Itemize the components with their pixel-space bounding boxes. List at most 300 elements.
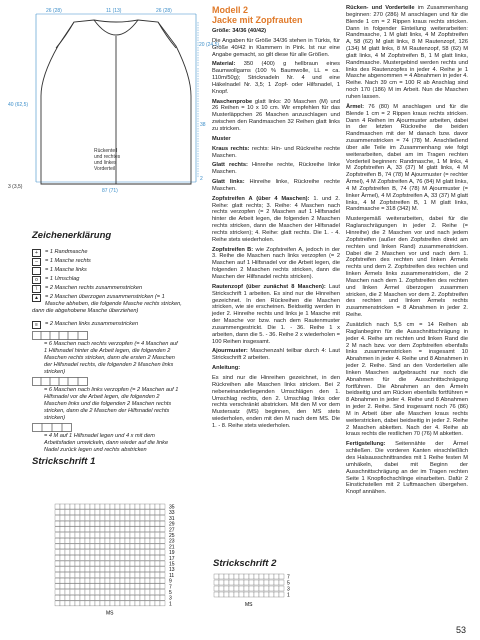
- paragraph-heading: Kraus rechts:: [212, 145, 250, 152]
- chart-cell: [150, 521, 155, 526]
- chart-cell: [80, 544, 85, 549]
- chart-cell: [55, 567, 60, 572]
- edge-stitch-icon: +: [32, 249, 41, 257]
- chart-cell: [100, 572, 105, 577]
- chart-cell: [105, 578, 110, 583]
- chart-cell: [269, 580, 274, 585]
- chart-cell: [160, 533, 165, 538]
- model-title-line2: Jacke mit Zopfrauten: [212, 15, 303, 25]
- chart-cell: [160, 578, 165, 583]
- chart-cell: [55, 521, 60, 526]
- chart-cell: [150, 578, 155, 583]
- chart-cell: [65, 510, 70, 515]
- chart-cell: [95, 595, 100, 600]
- chart-cell: [160, 521, 165, 526]
- chart-cell: [244, 580, 249, 585]
- chart-cell: [160, 550, 165, 555]
- chart-cell: [269, 574, 274, 579]
- chart-cell: [125, 578, 130, 583]
- chart-cell: [254, 580, 259, 585]
- chart-cell: [135, 601, 140, 606]
- paragraph-heading: Muster: [212, 135, 231, 142]
- chart-cell: [135, 555, 140, 560]
- chart-cell: [55, 550, 60, 555]
- chart-cell: [95, 584, 100, 589]
- paragraph-heading: Rautenzopf (über zunächst 8 Maschen):: [212, 283, 326, 290]
- paragraph-text: Hinreihe rechte, Rückreihe linke Maschen.: [212, 162, 340, 176]
- chart-cell: [135, 567, 140, 572]
- chart-cell: [145, 555, 150, 560]
- chart-cell: [125, 601, 130, 606]
- paragraph-text: 1. und 2. Reihe: glatt rechts; 3. Reihe: 4 Maschen nach rechts verzopfen (= 2 Maschen auf 1 Hilfsnadel hinter die Arbeit legen, die folgenden 2 Maschen rechts stricken, dann die Maschen der Hilfsnadel rechts stricken); 4. Reihe: glatt rechts. Die 1. - 4. Reihe stets wiederholen.: [212, 195, 341, 243]
- row-number: 17: [169, 555, 175, 562]
- row-number: 1: [287, 592, 290, 599]
- chart-cell: [135, 521, 140, 526]
- chart-cell: [55, 561, 60, 566]
- paragraph: [212, 136, 340, 143]
- chart-cell: [145, 567, 150, 572]
- chart-cell: [214, 586, 219, 591]
- chart-cell: [65, 504, 70, 509]
- paragraph: [212, 146, 340, 160]
- chart-cell: [160, 510, 165, 515]
- chart-cell: [135, 533, 140, 538]
- chart-cell: [125, 544, 130, 549]
- paragraph-text: glatt links: 20 Maschen (M) und 26 Reihen = 10 x 10 cm. Wir empfehlen für das Musterläppchen 26 Maschen anzuschlagen und zwischen den Randmaschen 32 Reihen glatt links zu stricken.: [212, 98, 340, 132]
- chart-cell: [150, 527, 155, 532]
- chart-cell: [80, 538, 85, 543]
- knit-stitch-icon: –: [32, 258, 41, 266]
- chart-cell: [120, 561, 125, 566]
- schematic-center-label-4: Vorderteil: [94, 166, 116, 172]
- chart-cell: [80, 601, 85, 606]
- paragraph-text: Hinreihe linke, Rückreihe rechte Maschen.: [212, 179, 340, 192]
- chart-cell: [65, 601, 70, 606]
- chart-cell: [244, 574, 249, 579]
- chart-cell: [120, 578, 125, 583]
- chart-cell: [105, 567, 110, 572]
- chart-cell: [65, 590, 70, 595]
- row-number: 11: [169, 572, 175, 579]
- chart-cell: [85, 510, 90, 515]
- chart-cell: [80, 527, 85, 532]
- chart-cell: [269, 592, 274, 597]
- chart-cell: [100, 538, 105, 543]
- chart-cell: [120, 567, 125, 572]
- chart-cell: [55, 504, 60, 509]
- paragraph-heading: Anleitung:: [212, 365, 241, 372]
- chart-cell: [65, 515, 70, 520]
- chart-cell: [219, 574, 224, 579]
- chart-cell: [155, 527, 160, 532]
- chart-cell: [214, 574, 219, 579]
- paragraph-text: Es sind nur die Hinreihen gezeichnet, in den Rückreihen alle Maschen links stricken. Bei 2 nebeneinanderliegenden Umschlägen den 1. Umschlag rechts, den 2. Umschlag links oder rechts verschränkt abstricken. Mit den M vor dem Mustersatz (MS) beginnen, den MS stets wiederholen, enden mit den M nach dem MS. Die 1. - 8. Reihe stets wiederholen.: [212, 374, 340, 429]
- chart-cell: [259, 580, 264, 585]
- chart-cell: [90, 521, 95, 526]
- row-number: 19: [169, 550, 175, 557]
- chart-cell: [80, 561, 85, 566]
- legend-item: ▲ = 2 Maschen überzogen zusammenstricken (= 1 Masche abheben, die folgende Masche rechts stricken, dann die abgehobene Masche überziehen): [32, 294, 182, 314]
- chart-cell: [100, 595, 105, 600]
- schematic-center-label-3: und linkes: [94, 160, 117, 166]
- chart-cell: [120, 515, 125, 520]
- paragraph-heading: Rücken- und Vorderteile: [346, 5, 415, 11]
- chart-cell: [135, 584, 140, 589]
- chart-cell: [125, 561, 130, 566]
- chart-cell: [160, 572, 165, 577]
- chart-cell: [110, 567, 115, 572]
- chart-cell: [90, 584, 95, 589]
- chart-cell: [130, 561, 135, 566]
- paragraph: [346, 322, 468, 438]
- chart-cell: [85, 595, 90, 600]
- model-title: [212, 5, 303, 25]
- chart-cell: [70, 584, 75, 589]
- chart-cell: [100, 544, 105, 549]
- chart-cell: [75, 590, 80, 595]
- chart-cell: [85, 561, 90, 566]
- chart-cell: [145, 584, 150, 589]
- chart-cell: [105, 590, 110, 595]
- chart-cell: [75, 550, 80, 555]
- chart-cell: [80, 584, 85, 589]
- chart-cell: [105, 515, 110, 520]
- chart-cell: [70, 521, 75, 526]
- chart-cell: [90, 544, 95, 549]
- chart-cell: [125, 533, 130, 538]
- legend-title: Zeichenerklärung: [32, 230, 112, 241]
- chart-cell: [130, 521, 135, 526]
- chart-cell: [85, 550, 90, 555]
- cable-right-icon: [32, 331, 88, 340]
- chart-cell: [249, 586, 254, 591]
- chart-cell: [60, 527, 65, 532]
- chart-cell: [65, 555, 70, 560]
- chart-cell: [155, 601, 160, 606]
- chart-cell: [60, 538, 65, 543]
- chart-cell: [115, 521, 120, 526]
- paragraph-heading: Glatt links:: [212, 179, 245, 186]
- chart-cell: [214, 592, 219, 597]
- chart-cell: [65, 533, 70, 538]
- chart-cell: [105, 555, 110, 560]
- chart-cell: [95, 544, 100, 549]
- chart-cell: [100, 510, 105, 515]
- chart-cell: [140, 527, 145, 532]
- legend-item: ≡ = 2 Maschen links zusammenstricken: [32, 321, 138, 329]
- chart-cell: [80, 550, 85, 555]
- chart-cell: [90, 572, 95, 577]
- chart-cell: [125, 567, 130, 572]
- row-number: 5: [287, 580, 290, 587]
- stitch-chart-2: [212, 572, 298, 616]
- chart-cell: [95, 572, 100, 577]
- chart-cell: [155, 510, 160, 515]
- chart-cell: [110, 555, 115, 560]
- chart-cell: [130, 595, 135, 600]
- chart-cell: [135, 527, 140, 532]
- chart-cell: [150, 595, 155, 600]
- paragraph-text: wie Zopfstreifen A, jedoch in der 3. Reihe die Maschen nach links verzopfen (= 2 Maschen auf 1 Hilfsnadel vor die Arbeit legen, die folgenden 2 Maschen rechts stricken, dann die Maschen der Hilfsnadel rechts stricken).: [212, 246, 340, 280]
- chart-cell: [150, 561, 155, 566]
- chart-cell: [80, 567, 85, 572]
- chart-cell: [70, 550, 75, 555]
- schematic-center-label-1: Rückenteil: [94, 148, 118, 154]
- chart-cell: [80, 590, 85, 595]
- row-number: 7: [287, 574, 290, 581]
- chart-cell: [150, 590, 155, 595]
- chart-cell: [160, 515, 165, 520]
- chart-cell: [70, 601, 75, 606]
- chart-cell: [274, 574, 279, 579]
- chart-cell: [234, 580, 239, 585]
- chart-cell: [125, 521, 130, 526]
- chart-cell: [80, 578, 85, 583]
- chart-cell: [105, 538, 110, 543]
- chart-cell: [110, 601, 115, 606]
- chart-cell: [95, 567, 100, 572]
- chart-cell: [155, 521, 160, 526]
- chart-cell: [150, 550, 155, 555]
- chart-cell: [249, 574, 254, 579]
- chart-cell: [60, 572, 65, 577]
- chart-cell: [239, 592, 244, 597]
- row-number: 15: [169, 561, 175, 568]
- chart-cell: [120, 595, 125, 600]
- chart-cell: [55, 538, 60, 543]
- chart-cell: [115, 510, 120, 515]
- chart-cell: [85, 533, 90, 538]
- chart-cell: [55, 572, 60, 577]
- chart-cell: [150, 538, 155, 543]
- chart-cell: [100, 578, 105, 583]
- chart-cell: [130, 510, 135, 515]
- row-number: 29: [169, 521, 175, 528]
- row-number: 23: [169, 538, 175, 545]
- chart-cell: [140, 572, 145, 577]
- chart-cell: [254, 574, 259, 579]
- chart-cell: [65, 538, 70, 543]
- chart-cell: [160, 527, 165, 532]
- chart-cell: [75, 515, 80, 520]
- chart-cell: [229, 586, 234, 591]
- chart-cell: [274, 580, 279, 585]
- chart-cell: [70, 544, 75, 549]
- chart-cell: [55, 595, 60, 600]
- schematic-center-label-2: und rechtes: [94, 154, 121, 160]
- instructions-column-2: [212, 28, 340, 433]
- chart-cell: [115, 504, 120, 509]
- chart-cell: [105, 601, 110, 606]
- chart-cell: [229, 574, 234, 579]
- chart-cell: [120, 590, 125, 595]
- paragraph: [212, 28, 340, 35]
- row-number: 5: [169, 590, 172, 596]
- chart-cell: [105, 533, 110, 538]
- chart-cell: [234, 586, 239, 591]
- chart-cell: [254, 586, 259, 591]
- schematic-left-dim: 40 (62,5): [8, 102, 29, 108]
- chart-cell: [130, 601, 135, 606]
- paragraph-heading: Ajourmuster:: [212, 348, 248, 355]
- legend-item: o = 1 Umschlag: [32, 276, 79, 284]
- paragraph-heading: Fertigstellung:: [346, 441, 386, 448]
- chart-cell: [100, 601, 105, 606]
- chart-cell: [85, 572, 90, 577]
- chart-cell: [90, 533, 95, 538]
- row-number: 27: [169, 527, 175, 534]
- chart-cell: [65, 561, 70, 566]
- chart-cell: [75, 527, 80, 532]
- row-number: 1: [169, 601, 172, 608]
- chart-cell: [100, 555, 105, 560]
- chart-cell: [75, 601, 80, 606]
- chart-cell: [75, 521, 80, 526]
- chart-cell: [234, 574, 239, 579]
- chart-cell: [120, 510, 125, 515]
- chart-cell: [115, 550, 120, 555]
- chart-cell: [70, 515, 75, 520]
- chart-cell: [60, 590, 65, 595]
- paragraph-heading: Zopfstreifen B:: [212, 246, 254, 253]
- chart-cell: [160, 504, 165, 509]
- chart-cell: [60, 561, 65, 566]
- paragraph: [346, 216, 468, 319]
- k2tog-icon: \: [32, 285, 41, 293]
- chart-cell: [100, 504, 105, 509]
- repeat-label: MS: [245, 602, 253, 608]
- p2tog-icon: ≡: [32, 321, 41, 329]
- chart-cell: [85, 578, 90, 583]
- chart-cell: [65, 527, 70, 532]
- chart-cell: [110, 527, 115, 532]
- chart-cell: [80, 572, 85, 577]
- chart-cell: [140, 538, 145, 543]
- chart-cell: [55, 527, 60, 532]
- chart-cell: [219, 580, 224, 585]
- chart-cell: [85, 504, 90, 509]
- garment-schematic: [6, 6, 220, 198]
- chart-cell: [115, 578, 120, 583]
- chart-cell: [115, 590, 120, 595]
- chart-cell: [145, 572, 150, 577]
- chart-cell: [95, 510, 100, 515]
- row-number: 33: [169, 510, 175, 517]
- chart-cell: [70, 533, 75, 538]
- chart-cell: [145, 515, 150, 520]
- chart-cell: [135, 504, 140, 509]
- row-number: 7: [169, 584, 172, 591]
- chart-cell: [239, 574, 244, 579]
- chart-cell: [155, 544, 160, 549]
- chart-cell: [95, 601, 100, 606]
- chart-cell: [75, 510, 80, 515]
- chart-cell: [150, 567, 155, 572]
- chart-cell: [70, 527, 75, 532]
- chart-cell: [145, 590, 150, 595]
- chart-cell: [120, 572, 125, 577]
- chart-cell: [95, 550, 100, 555]
- chart-cell: [135, 538, 140, 543]
- chart-cell: [70, 561, 75, 566]
- chart-cell: [239, 586, 244, 591]
- chart-cell: [224, 592, 229, 597]
- chart-cell: [279, 574, 284, 579]
- chart-cell: [75, 504, 80, 509]
- chart-cell: [65, 572, 70, 577]
- chart-cell: [85, 555, 90, 560]
- chart-cell: [274, 586, 279, 591]
- chart-cell: [110, 572, 115, 577]
- chart-cell: [160, 561, 165, 566]
- chart-cell: [60, 578, 65, 583]
- chart-cell: [90, 510, 95, 515]
- chart-cell: [105, 544, 110, 549]
- chart-cell: [110, 595, 115, 600]
- chart-cell: [145, 538, 150, 543]
- chart-cell: [65, 595, 70, 600]
- chart-cell: [110, 590, 115, 595]
- chart-cell: [140, 567, 145, 572]
- paragraph: [346, 5, 468, 101]
- chart-cell: [229, 580, 234, 585]
- chart-cell: [155, 561, 160, 566]
- chart-cell: [125, 595, 130, 600]
- chart-cell: [60, 521, 65, 526]
- chart-cell: [259, 592, 264, 597]
- chart-cell: [75, 538, 80, 543]
- chart-cell: [234, 592, 239, 597]
- wrap-stitch-icon: [32, 423, 72, 432]
- chart-cell: [60, 555, 65, 560]
- chart-cell: [264, 592, 269, 597]
- chart-cell: [90, 561, 95, 566]
- chart-cell: [55, 533, 60, 538]
- chart-cell: [65, 544, 70, 549]
- paragraph: [212, 365, 340, 372]
- chart-cell: [85, 538, 90, 543]
- chart-cell: [70, 572, 75, 577]
- chart-cell: [160, 601, 165, 606]
- paragraph: [212, 179, 340, 193]
- chart-cell: [150, 584, 155, 589]
- chart-cell: [160, 590, 165, 595]
- chart-cell: [90, 550, 95, 555]
- chart-cell: [110, 515, 115, 520]
- chart-cell: [110, 550, 115, 555]
- chart-cell: [95, 538, 100, 543]
- chart-cell: [155, 567, 160, 572]
- chart-cell: [239, 580, 244, 585]
- chart-cell: [90, 504, 95, 509]
- row-number: 35: [169, 504, 175, 511]
- chart-cell: [95, 533, 100, 538]
- chart-cell: [95, 578, 100, 583]
- chart-cell: [75, 533, 80, 538]
- chart-cell: [60, 504, 65, 509]
- chart-cell: [145, 595, 150, 600]
- chart-cell: [145, 550, 150, 555]
- chart-cell: [135, 510, 140, 515]
- chart-cell: [160, 595, 165, 600]
- paragraph-heading: Größe: 34/36 (40/42): [212, 28, 267, 34]
- legend-item: = 6 Maschen nach rechts verzopfen (= 4 Maschen auf 1 Hilfsnadel hinter die Arbeit legen, die folgenden 2 Maschen rechts stricken, dann die ersten 2 Maschen der Hilfsnadel rechts, die folgenden 2 Maschen links stricken): [44, 341, 178, 375]
- chart-cell: [85, 567, 90, 572]
- chart-cell: [110, 584, 115, 589]
- chart-cell: [145, 544, 150, 549]
- chart-cell: [259, 574, 264, 579]
- chart-cell: [135, 578, 140, 583]
